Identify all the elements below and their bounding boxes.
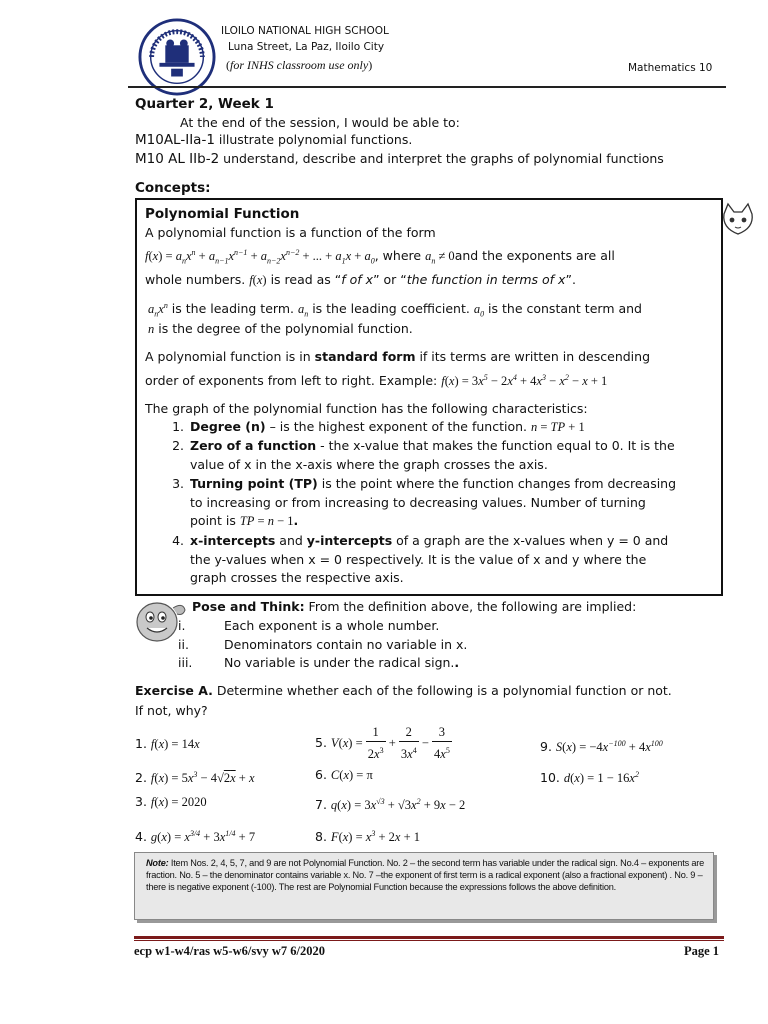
standard-form-line-1: A polynomial function is in standard form if its terms are written in descending xyxy=(145,349,651,364)
characteristic-4-cont2: graph crosses the respective axis. xyxy=(190,570,404,585)
school-seal-logo xyxy=(138,18,216,96)
school-address: Luna Street, La Paz, Iloilo City xyxy=(228,41,385,53)
exercise-heading: Exercise A. Determine whether each of the following is a polynomial function or not. xyxy=(135,683,672,698)
use-note: (for INHS classroom use only) xyxy=(226,58,373,72)
concept-p1: A polynomial function is a function of the form xyxy=(145,225,436,240)
concepts-heading: Concepts: xyxy=(135,180,211,196)
exercise-heading-cont: If not, why? xyxy=(135,703,208,718)
pose-item-2: ii. Denominators contain no variable in x. xyxy=(178,637,468,652)
pose-think-heading: Pose and Think: From the definition above, the following are implied: xyxy=(192,599,637,614)
note-text: Note: Item Nos. 2, 4, 5, 7, and 9 are not Polynomial Function. No. 2 – the second term has variable under the radical sign. No.4 – exponents are fraction. No. 5 – the denominator contains variable x. No. 7 –the exponent of first term is a radical exponent (also a fractional exponent) . No. 9 – there is negative exponent (-100). The rest are Polynomial Function because the expressions follows the above definition. xyxy=(146,858,704,892)
pose-item-1: i. Each exponent is a whole number. xyxy=(178,618,440,633)
exercise-item-9: 9. $S(x) = -4x^{-100} + 4x^{100}$ xyxy=(540,739,663,755)
school-name: ILOILO NATIONAL HIGH SCHOOL xyxy=(221,25,389,37)
characteristic-3: 3. Turning point (TP) is the point where the function changes from decreasing xyxy=(172,476,677,491)
degree-line: n is the degree of the polynomial function. xyxy=(148,321,413,336)
exercise-item-10: 10. $d(x) = 1 - 16x^2$ xyxy=(540,770,639,786)
polynomial-general-form: $f(x) = a_nx^n + a_{n-1}x^{n-1} + a_{n-2}x^{n-2}$ + ... + $a_1x + a_0$, where $a_n \ne 0and$ the exponents are all xyxy=(145,248,615,266)
pose-item-3: iii. No variable is under the radical sign.. xyxy=(178,655,460,670)
characteristic-3-cont2: point is TP = n − 1. xyxy=(190,513,299,528)
footer-rule-thick xyxy=(134,936,724,939)
footer-rule-thin xyxy=(134,940,724,941)
session-intro: At the end of the session, I would be able to: xyxy=(180,115,460,130)
page-number: Page 1 xyxy=(684,944,720,958)
exercise-item-3: 3. f(x) = 2020 xyxy=(135,794,207,809)
characteristic-4-cont: the y-values when x = 0 respectively. It is the value of x and y where the xyxy=(190,552,647,567)
objective-1: M10AL-IIa-1 illustrate polynomial functions. xyxy=(135,132,413,148)
objective-2: M10 AL IIb-2 understand, describe and interpret the graphs of polynomial functions xyxy=(135,151,664,167)
exercise-item-2: 2. $f(x) = 5x^3 - 4√2x + x$ xyxy=(135,770,255,786)
characteristic-1: 1. Degree (n) – is the highest exponent of the function. n = TP + 1 xyxy=(172,419,585,434)
characteristic-2: 2. Zero of a function - the x-value that makes the function equal to 0. It is the xyxy=(172,438,675,453)
subject-label: Mathematics 10 xyxy=(628,62,713,74)
cat-doodle-icon xyxy=(718,200,758,240)
characteristic-2-cont: value of x in the x-axis where the graph crosses the axis. xyxy=(190,457,548,472)
read-as-line: whole numbers. f(x) is read as “f of x” or “the function in terms of x”. xyxy=(145,272,576,287)
characteristic-4: 4. x-intercepts and y-intercepts of a graph are the x-values when y = 0 and xyxy=(172,533,669,548)
header-rule xyxy=(128,86,726,88)
exercise-item-8: 8. $F(x) = x^3 + 2x + 1$ xyxy=(315,829,421,845)
exercise-item-1: 1. f(x) = 14x xyxy=(135,736,200,751)
concept-title: Polynomial Function xyxy=(145,206,300,222)
leading-term-line: $a_nx^n$ is the leading term. $a_n$ is the leading coefficient. $a_0$ is the constant term and xyxy=(148,301,642,319)
footer-credits: ecp w1-w4/ras w5-w6/svy w7 6/2020 xyxy=(134,944,325,958)
exercise-item-6: 6. C(x) = π xyxy=(315,767,373,782)
characteristic-3-cont: to increasing or from increasing to decreasing values. Number of turning xyxy=(190,495,646,510)
general-form-formula: f xyxy=(145,249,149,264)
quarter-heading: Quarter 2, Week 1 xyxy=(135,96,274,112)
graph-characteristics-intro: The graph of the polynomial function has the following characteristics: xyxy=(145,401,588,416)
exercise-item-7: 7. $q(x) = 3x^{√3} + √3x^2 + 9x - 2$ xyxy=(315,797,466,813)
exercise-item-5: 5. V(x) = $\frac{1}{2x^3}$ + $\frac{2}{3x^4}$ − $\frac{3}{4x^5}$ xyxy=(315,725,450,762)
standard-form-line-2: order of exponents from left to right. Example: $f(x) = 3x^5 - 2x^4 + 4x^3 - x^2 - x + 1$ xyxy=(145,373,608,389)
exercise-item-4: 4. $g(x) = x^{3/4} + 3x^{1/4} + 7$ xyxy=(135,829,256,845)
